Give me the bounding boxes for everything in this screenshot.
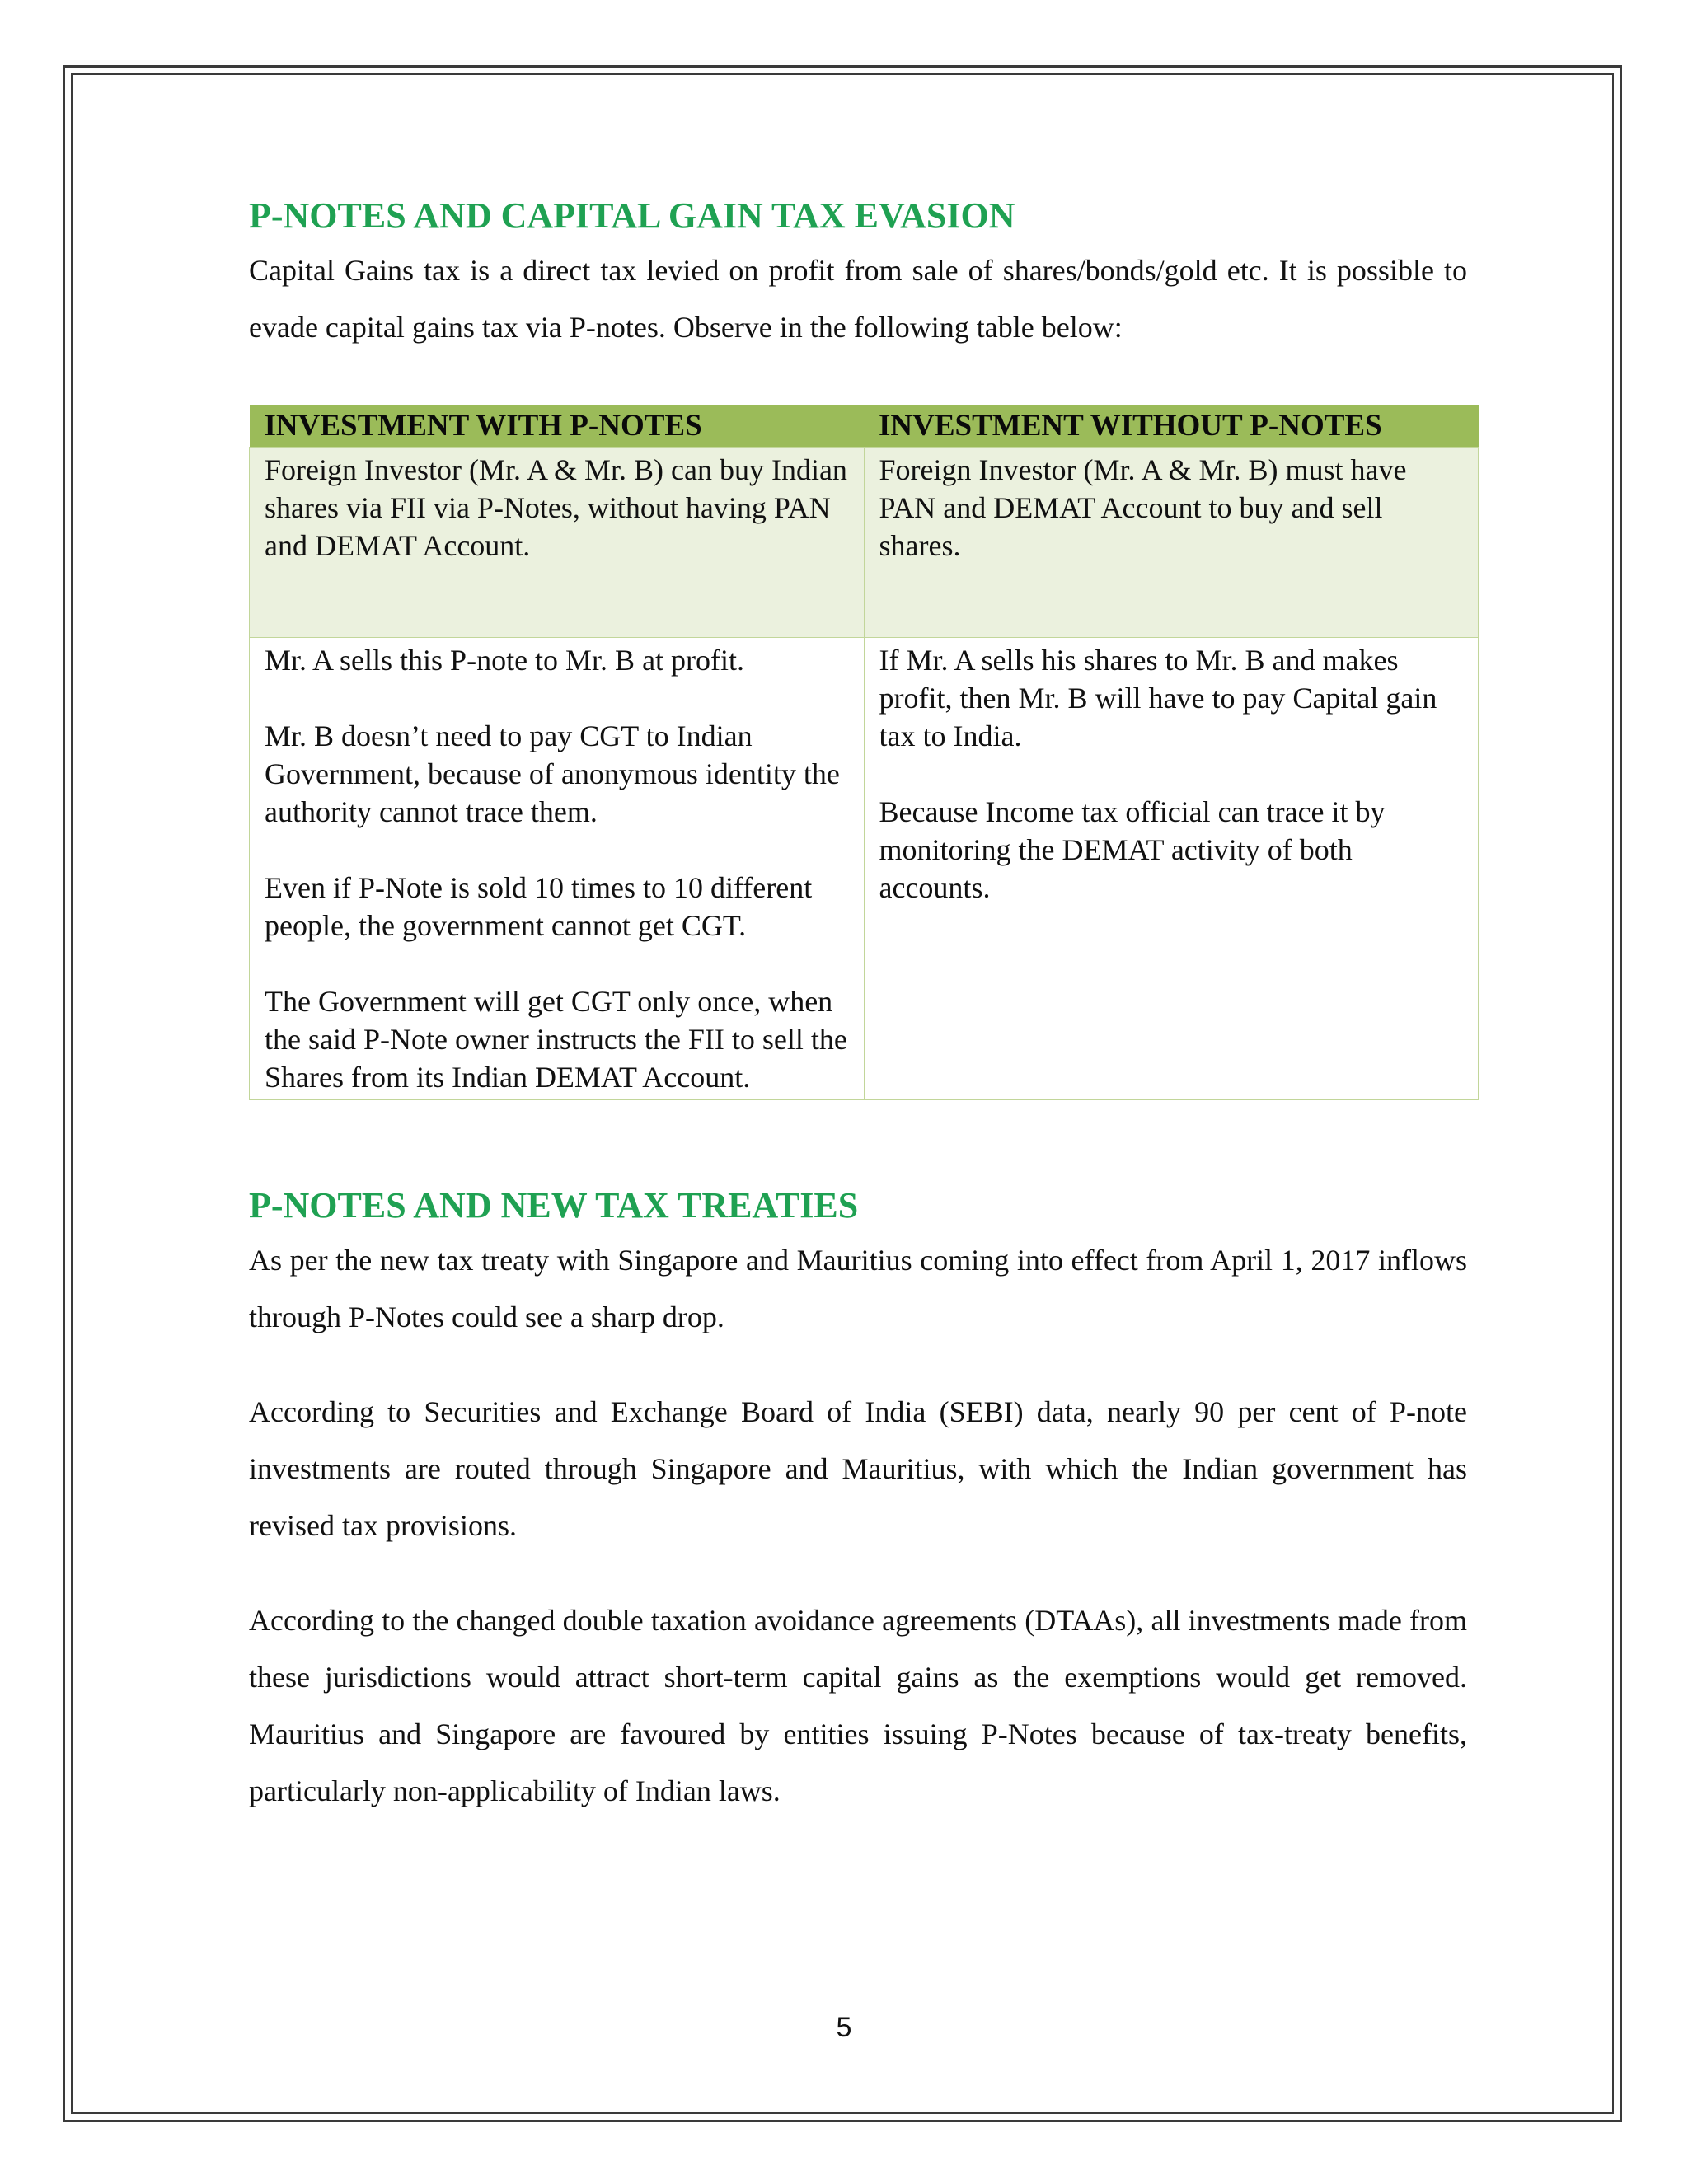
cell-text: Foreign Investor (Mr. A & Mr. B) must have PAN and DEMAT Account to buy and sell shares. xyxy=(879,453,1407,562)
page-content xyxy=(249,190,1467,1820)
cell-text: Mr. A sells this P-note to Mr. B at profit. xyxy=(265,644,745,677)
body-paragraph: According to Securities and Exchange Board of India (SEBI) data, nearly 90 per cent of P-note investments are routed through Singapore and Mauritius, with which the Indian government has revised tax provisions. xyxy=(249,1395,1467,1542)
cell-text: Because Income tax official can trace it by monitoring the DEMAT activity of both accounts. xyxy=(879,795,1386,904)
body-paragraph: As per the new tax treaty with Singapore and Mauritius coming into effect from April 1, 2017 inflows through P-Notes could see a sharp drop. xyxy=(249,1244,1467,1333)
table-row xyxy=(250,448,1479,638)
table-header-without-pnotes: INVESTMENT WITHOUT P-NOTES xyxy=(864,405,1479,448)
cell-text: If Mr. A sells his shares to Mr. B and makes profit, then Mr. B will have to pay Capital gain tax to India. xyxy=(879,644,1437,752)
intro-paragraph: Capital Gains tax is a direct tax levied on profit from sale of shares/bonds/gold etc. It is possible to evade capital gains tax via P-notes. Observe in the following table below: xyxy=(249,254,1467,344)
table-cell xyxy=(864,638,1479,1100)
table-header-row xyxy=(250,405,1479,448)
page-number: 5 xyxy=(836,2012,852,2043)
section-heading-tax-treaties: P-NOTES AND NEW TAX TREATIES xyxy=(249,1185,859,1226)
comparison-table xyxy=(249,405,1479,1100)
cell-text: The Government will get CGT only once, when the said P-Note owner instructs the FII to sell the Shares from its Indian DEMAT Account. xyxy=(265,985,847,1094)
section-heading-capital-gain: P-NOTES AND CAPITAL GAIN TAX EVASION xyxy=(249,195,1015,236)
table-header-with-pnotes: INVESTMENT WITH P-NOTES xyxy=(250,405,865,448)
tax-treaties-section xyxy=(249,1179,1467,1820)
cell-text: Foreign Investor (Mr. A & Mr. B) can buy Indian shares via FII via P-Notes, without having PAN and DEMAT Account. xyxy=(265,453,847,562)
cell-text: Even if P-Note is sold 10 times to 10 different people, the government cannot get CGT. xyxy=(265,871,813,942)
table-cell xyxy=(250,448,865,638)
cell-text: Mr. B doesn’t need to pay CGT to Indian Government, because of anonymous identity the authority cannot trace them. xyxy=(265,719,840,828)
table-row xyxy=(250,638,1479,1100)
table-cell xyxy=(864,448,1479,638)
body-paragraph: According to the changed double taxation avoidance agreements (DTAAs), all investments made from these jurisdictions would attract short-term capital gains as the exemptions would get removed. Mauritius and Singapore are favoured by entities issuing P-Notes because of tax-treaty benefits, particularly non-applicability of Indian laws. xyxy=(249,1604,1467,1807)
table-cell xyxy=(250,638,865,1100)
